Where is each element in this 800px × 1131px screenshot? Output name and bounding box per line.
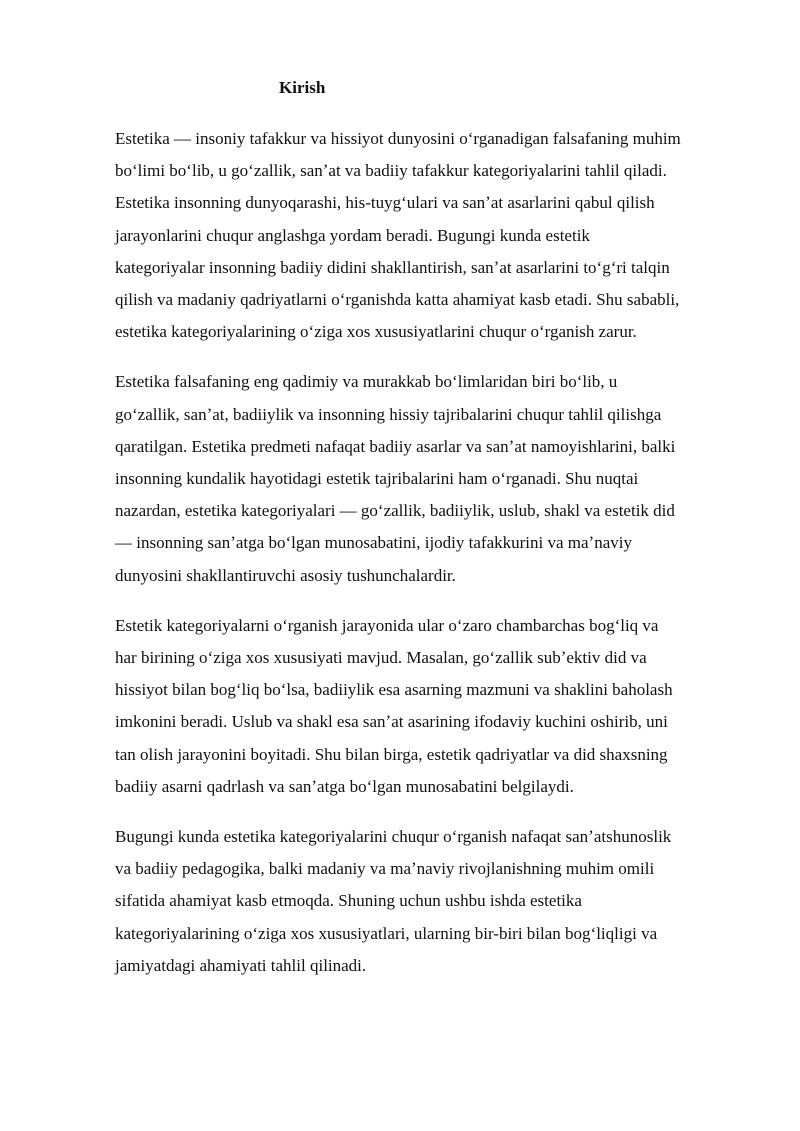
text-line: jarayonlarini chuqur anglashga yordam beradi. Bugungi kunda estetik bbox=[115, 225, 590, 245]
text-line: qaratilgan. Estetika predmeti nafaqat badiiy asarlar va sanʼat namoyishlarini, balki bbox=[115, 436, 676, 456]
text-line: boʻlimi boʻlib, u goʻzallik, sanʼat va badiiy tafakkur kategoriyalarini tahlil qiladi. bbox=[115, 161, 667, 181]
text-line: Estetika falsafaning eng qadimiy va murakkab boʻlimlaridan biri boʻlib, u bbox=[115, 372, 618, 392]
paragraph-2 bbox=[115, 366, 747, 591]
paragraph-4 bbox=[115, 821, 747, 982]
text-line: imkonini beradi. Uslub va shakl esa sanʼat asarining ifodaviy kuchini oshirib, uni bbox=[115, 712, 668, 732]
text-line: kategoriyalar insonning badiiy didini shakllantirish, sanʼat asarlarini toʻgʻri talqin bbox=[115, 257, 670, 277]
text-line: estetika kategoriyalarining oʻziga xos xususiyatlarini chuqur oʻrganish zarur. bbox=[115, 322, 637, 342]
paragraph-3 bbox=[115, 610, 747, 803]
text-line: badiiy asarni qadrlash va sanʼatga boʻlgan munosabatini belgilaydi. bbox=[115, 776, 574, 796]
text-line: — insonning sanʼatga boʻlgan munosabatini, ijodiy tafakkurini va maʼnaviy bbox=[115, 533, 632, 553]
text-line: sifatida ahamiyat kasb etmoqda. Shuning uchun ushbu ishda estetika bbox=[115, 891, 582, 911]
text-line: jamiyatdagi ahamiyati tahlil qilinadi. bbox=[115, 955, 367, 975]
text-line: insonning kundalik hayotidagi estetik tajribalarini ham oʻrganadi. Shu nuqtai bbox=[115, 469, 639, 489]
text-line: Estetik kategoriyalarni oʻrganish jarayonida ular oʻzaro chambarchas bogʻliq va bbox=[115, 615, 659, 635]
text-line: Estetika insonning dunyoqarashi, his-tuygʻulari va sanʼat asarlarini qabul qilish bbox=[115, 193, 655, 213]
text-line: har birining oʻziga xos xususiyati mavjud. Masalan, goʻzallik subʼektiv did va bbox=[115, 648, 647, 668]
text-line: hissiyot bilan bogʻliq boʻlsa, badiiylik esa asarning mazmuni va shaklini baholash bbox=[115, 680, 673, 700]
text-line: dunyosini shakllantiruvchi asosiy tushunchalardir. bbox=[115, 565, 456, 585]
page-title: Kirish bbox=[279, 78, 326, 97]
text-line: goʻzallik, sanʼat, badiiylik va insonning hissiy tajribalarini chuqur tahlil qilishga bbox=[115, 404, 662, 424]
paragraph-1 bbox=[115, 123, 747, 348]
text-line: qilish va madaniy qadriyatlarni oʻrganishda katta ahamiyat kasb etadi. Shu sababli, bbox=[115, 290, 680, 310]
text-line: nazardan, estetika kategoriyalari — goʻzallik, badiiylik, uslub, shakl va estetik did bbox=[115, 501, 675, 521]
text-line: va badiiy pedagogika, balki madaniy va maʼnaviy rivojlanishning muhim omili bbox=[115, 859, 655, 879]
document-body bbox=[115, 123, 747, 1000]
text-line: Bugungi kunda estetika kategoriyalarini chuqur oʻrganish nafaqat sanʼatshunoslik bbox=[115, 827, 672, 847]
text-line: kategoriyalarining oʻziga xos xususiyatlari, ularning bir-biri bilan bogʻliqligi va bbox=[115, 923, 658, 943]
text-line: Estetika — insoniy tafakkur va hissiyot dunyosini oʻrganadigan falsafaning muhim bbox=[115, 129, 681, 148]
text-line: tan olish jarayonini boyitadi. Shu bilan birga, estetik qadriyatlar va did shaxsning bbox=[115, 744, 668, 764]
